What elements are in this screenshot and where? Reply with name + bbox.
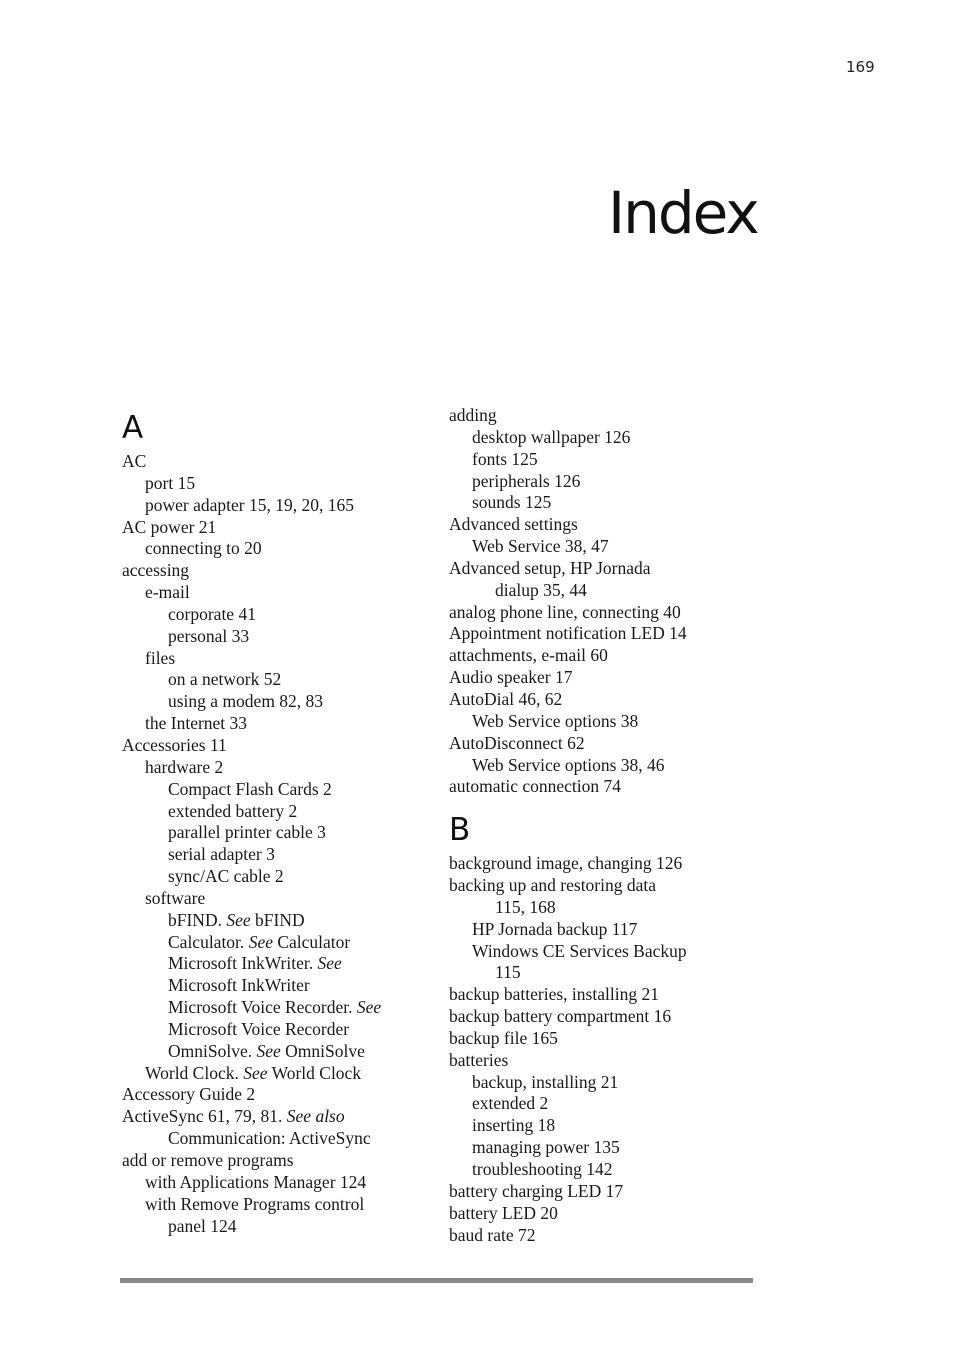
index-entry-text: the Internet 33 xyxy=(145,713,248,734)
index-see-reference: See xyxy=(256,1040,281,1061)
index-entry-text: analog phone line, connecting 40 xyxy=(449,601,681,622)
index-entry-text: Audio speaker 17 xyxy=(449,667,573,688)
index-entry xyxy=(122,1041,432,1063)
footer-rule xyxy=(120,1278,753,1283)
index-entry xyxy=(449,645,749,667)
index-entry-text: adding xyxy=(449,405,497,425)
index-entry-text: corporate 41 xyxy=(168,603,256,624)
index-section-letter: B xyxy=(449,812,471,849)
index-entry xyxy=(122,932,432,954)
index-entry xyxy=(449,405,749,427)
index-entry xyxy=(449,853,749,875)
index-entry xyxy=(449,1006,749,1028)
index-entry xyxy=(449,1181,749,1203)
index-entry-text: software xyxy=(145,887,206,908)
index-entry-text: AutoDial 46, 62 xyxy=(449,688,563,709)
index-entry-text: with Remove Programs control xyxy=(145,1193,365,1214)
index-entry-text: port 15 xyxy=(145,472,196,493)
index-entry-text: Accessories 11 xyxy=(122,734,227,755)
index-entry-text: troubleshooting 142 xyxy=(472,1159,613,1179)
page-number: 169 xyxy=(846,58,875,76)
index-entry xyxy=(122,1106,432,1128)
index-entry xyxy=(449,623,749,645)
index-entry-text: Microsoft InkWriter xyxy=(168,975,310,996)
index-entry xyxy=(122,801,432,823)
index-entry xyxy=(122,1128,432,1150)
index-entry xyxy=(449,558,749,580)
index-entry-text: fonts 125 xyxy=(472,448,538,469)
index-entry-text: background image, changing 126 xyxy=(449,853,683,874)
index-entry xyxy=(449,602,749,624)
index-entry-text: Microsoft Voice Recorder. xyxy=(168,997,353,1018)
index-entry-text: battery LED 20 xyxy=(449,1202,558,1223)
index-entry-text: e-mail xyxy=(145,582,190,603)
index-entry-text: Communication: ActiveSync xyxy=(168,1128,371,1149)
index-entry xyxy=(449,536,749,558)
index-entry-text: sounds 125 xyxy=(472,492,552,513)
index-entry xyxy=(449,1093,749,1115)
index-entry-text: sync/AC cable 2 xyxy=(168,866,284,887)
index-entry-text: automatic connection 74 xyxy=(449,776,622,797)
index-entry xyxy=(122,1194,432,1216)
index-entry xyxy=(122,560,432,582)
index-entry-text: managing power 135 xyxy=(472,1137,620,1158)
index-entry xyxy=(449,427,749,449)
index-see-reference: See also xyxy=(286,1106,345,1127)
index-entry-text: accessing xyxy=(122,560,190,581)
index-entry xyxy=(449,776,749,798)
index-entry-text: Microsoft Voice Recorder xyxy=(168,1018,350,1039)
index-entry xyxy=(449,1203,749,1225)
index-entry-text: Accessory Guide 2 xyxy=(122,1084,256,1105)
index-entry xyxy=(449,514,749,536)
index-entry xyxy=(122,1084,432,1106)
index-entry xyxy=(122,538,432,560)
index-see-reference: See xyxy=(356,997,382,1018)
index-entry-text: inserting 18 xyxy=(472,1115,556,1136)
index-entry xyxy=(449,875,749,897)
index-entry xyxy=(449,449,749,471)
index-entry xyxy=(122,1216,432,1238)
index-entry xyxy=(449,492,749,514)
index-entry xyxy=(122,1063,432,1085)
index-entry xyxy=(449,733,749,755)
index-entry-text: Web Service options 38, 46 xyxy=(472,754,665,775)
index-entry xyxy=(122,691,432,713)
index-entry xyxy=(122,1172,432,1194)
index-entry-text: Advanced settings xyxy=(449,514,578,535)
index-entry xyxy=(122,757,432,779)
index-entry xyxy=(449,667,749,689)
index-entry xyxy=(449,919,749,941)
index-entry xyxy=(122,1150,432,1172)
index-entry-text: backup battery compartment 16 xyxy=(449,1006,672,1027)
index-entry xyxy=(122,473,432,495)
index-entry xyxy=(122,713,432,735)
index-entry-text: peripherals 126 xyxy=(472,470,581,491)
index-entry-text: extended 2 xyxy=(472,1093,549,1114)
index-entry xyxy=(122,1019,432,1041)
index-entry-text: Appointment notification LED 14 xyxy=(449,623,687,644)
index-entry-text: backup file 165 xyxy=(449,1027,558,1048)
index-entry xyxy=(449,1159,749,1181)
index-see-target: bFIND xyxy=(255,909,305,930)
index-entry-text: power adapter 15, 19, 20, 165 xyxy=(145,494,354,515)
index-column-left xyxy=(122,406,432,1237)
index-entry xyxy=(122,888,432,910)
index-entry-text: serial adapter 3 xyxy=(168,844,275,865)
index-entry-text: files xyxy=(145,647,176,668)
index-entry-text: Web Service 38, 47 xyxy=(472,536,609,557)
index-entry-text: hardware 2 xyxy=(145,756,224,777)
index-entry-text: Microsoft InkWriter. xyxy=(168,953,314,974)
index-entry-text: HP Jornada backup 117 xyxy=(472,918,638,939)
index-entry-text: AC xyxy=(122,451,147,471)
index-entry xyxy=(449,755,749,777)
index-entry-text: World Clock. xyxy=(145,1062,239,1083)
index-entry-text: dialup 35, 44 xyxy=(495,579,587,600)
index-entry xyxy=(449,689,749,711)
index-column-right xyxy=(449,405,749,1246)
index-entry-text: personal 33 xyxy=(168,625,250,646)
index-entry-text: Compact Flash Cards 2 xyxy=(168,778,332,799)
index-entry xyxy=(122,910,432,932)
index-entry xyxy=(122,626,432,648)
index-entry-text: using a modem 82, 83 xyxy=(168,691,324,712)
index-entry xyxy=(122,866,432,888)
index-entry xyxy=(449,1050,749,1072)
index-entry xyxy=(449,580,749,602)
index-see-reference: See xyxy=(243,1062,268,1083)
index-see-reference: See xyxy=(248,931,273,952)
index-entry-text: add or remove programs xyxy=(122,1150,294,1170)
index-entry xyxy=(449,1137,749,1159)
index-entry xyxy=(449,1028,749,1050)
index-entry xyxy=(449,941,749,963)
page-title: Index xyxy=(608,178,758,247)
index-entry xyxy=(122,975,432,997)
index-see-reference: See xyxy=(317,953,342,974)
index-entry xyxy=(122,669,432,691)
index-entry xyxy=(449,1225,749,1247)
index-entry-text: backing up and restoring data xyxy=(449,875,657,896)
index-entry-text: Web Service options 38 xyxy=(472,710,639,731)
index-entry-text: 115 xyxy=(495,962,521,983)
index-entry-text: OmniSolve. xyxy=(168,1040,253,1061)
index-entry xyxy=(122,517,432,539)
index-section-letter: A xyxy=(122,410,144,446)
index-entry xyxy=(449,984,749,1006)
index-entry xyxy=(449,1072,749,1094)
index-entry-text: attachments, e-mail 60 xyxy=(449,645,608,666)
index-entry xyxy=(449,711,749,733)
index-see-target: World Clock xyxy=(271,1062,362,1083)
index-entry xyxy=(449,962,749,984)
index-see-reference: See xyxy=(226,909,251,930)
index-entry-text: parallel printer cable 3 xyxy=(168,822,326,843)
index-entry xyxy=(122,779,432,801)
index-entry xyxy=(122,648,432,670)
index-entry-text: batteries xyxy=(449,1049,509,1070)
index-entry-text: backup batteries, installing 21 xyxy=(449,984,659,1005)
index-entry-text: connecting to 20 xyxy=(145,538,262,559)
index-entry xyxy=(122,582,432,604)
index-see-target: OmniSolve xyxy=(285,1040,365,1061)
index-entry-text: Advanced setup, HP Jornada xyxy=(449,557,651,578)
index-entry-text: AC power 21 xyxy=(122,516,217,537)
index-entry xyxy=(122,822,432,844)
index-entry xyxy=(122,997,432,1019)
index-entry-text: with Applications Manager 124 xyxy=(145,1171,367,1192)
index-entry-text: Calculator. xyxy=(168,931,245,952)
index-entry xyxy=(122,844,432,866)
index-entry-text: 115, 168 xyxy=(495,896,556,917)
index-entry-text: AutoDisconnect 62 xyxy=(449,732,585,753)
index-entry-text: desktop wallpaper 126 xyxy=(472,426,631,447)
index-entry xyxy=(122,451,432,473)
index-entry xyxy=(449,1115,749,1137)
index-entry xyxy=(122,953,432,975)
index-entry-text: baud rate 72 xyxy=(449,1224,536,1245)
index-entry-text: on a network 52 xyxy=(168,669,282,690)
index-entry-text: backup, installing 21 xyxy=(472,1071,619,1092)
index-entry-text: Windows CE Services Backup xyxy=(472,940,687,961)
index-entry xyxy=(122,495,432,517)
index-entry-text: ActiveSync 61, 79, 81. xyxy=(122,1106,283,1127)
index-entry-text: battery charging LED 17 xyxy=(449,1180,624,1201)
index-entry-text: bFIND. xyxy=(168,909,222,930)
index-entry xyxy=(122,604,432,626)
index-entry-text: panel 124 xyxy=(168,1215,237,1236)
index-entry xyxy=(449,897,749,919)
index-entry xyxy=(449,471,749,493)
index-see-target: Calculator xyxy=(277,931,351,952)
index-entry xyxy=(122,735,432,757)
index-entry-text: extended battery 2 xyxy=(168,800,298,821)
